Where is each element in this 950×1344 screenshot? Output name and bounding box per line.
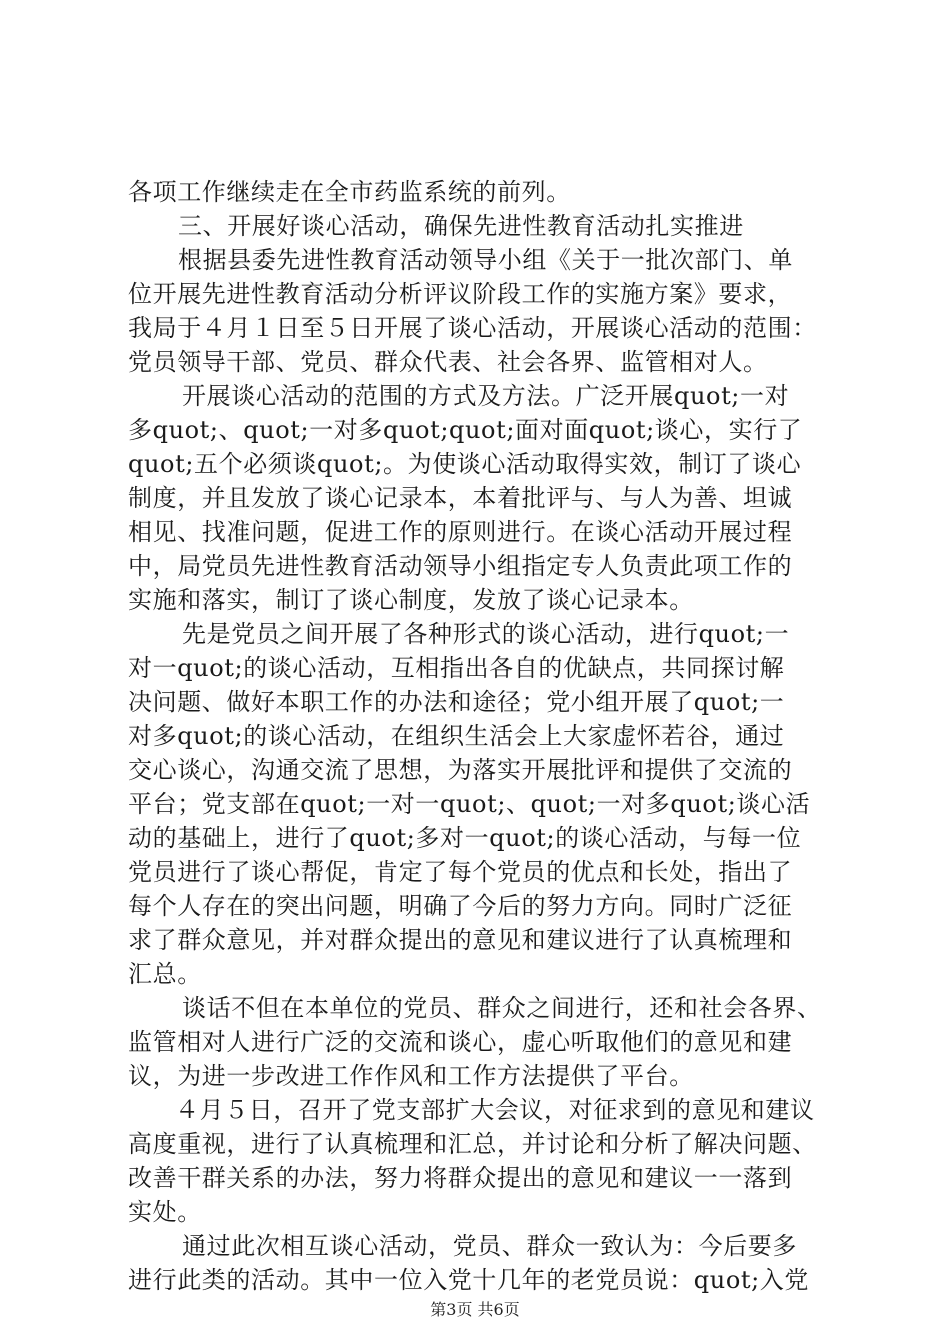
text-line: 通过此次相互谈心活动，党员、群众一致认为：今后要多 (182, 1232, 797, 1260)
text-line: 根据县委先进性教育活动领导小组《关于一批次部门、单 (178, 246, 793, 274)
text-line: 党员领导干部、党员、群众代表、社会各界、监管相对人。 (128, 348, 768, 376)
text-line: 每个人存在的突出问题，明确了今后的努力方向。同时广泛征 (128, 892, 793, 920)
text-line: 高度重视，进行了认真梳理和汇总，并讨论和分析了解决问题、 (128, 1130, 817, 1158)
text-line: 平台；党支部在quot;一对一quot;、quot;一对多quot;谈心活 (128, 790, 811, 818)
text-line: 先是党员之间开展了各种形式的谈心活动，进行quot;一 (182, 620, 790, 648)
text-line: 中，局党员先进性教育活动领导小组指定专人负责此项工作的 (128, 552, 793, 580)
text-line: 位开展先进性教育活动分析评议阶段工作的实施方案》要求， (128, 280, 793, 308)
text-line: 对一quot;的谈心活动，互相指出各自的优缺点，共同探讨解 (128, 654, 785, 682)
text-line: 议，为进一步改进工作作风和工作方法提供了平台。 (128, 1062, 694, 1090)
section-heading: 三、开展好谈心活动，确保先进性教育活动扎实推进 (178, 212, 744, 240)
text-line: 改善干群关系的办法，努力将群众提出的意见和建议一一落到 (128, 1164, 793, 1192)
text-line: 汇总。 (128, 960, 202, 988)
text-line: 谈话不但在本单位的党员、群众之间进行，还和社会各界、 (182, 994, 822, 1022)
text-line: 实施和落实，制订了谈心制度，发放了谈心记录本。 (128, 586, 694, 614)
text-line: 制度，并且发放了谈心记录本，本着批评与、与人为善、坦诚 (128, 484, 793, 512)
text-line: 对多quot;的谈心活动，在组织生活会上大家虚怀若谷，通过 (128, 722, 785, 750)
text-line: 各项工作继续走在全市药监系统的前列。 (128, 178, 571, 206)
text-line: 相见、找准问题，促进工作的原则进行。在谈心活动开展过程 (128, 518, 793, 546)
text-line: 进行此类的活动。其中一位入党十几年的老党员说：quot;入党 (128, 1266, 809, 1294)
text-line: quot;五个必须谈quot;。为使谈心活动取得实效，制订了谈心 (128, 450, 802, 478)
text-line: 监管相对人进行广泛的交流和谈心，虚心听取他们的意见和建 (128, 1028, 793, 1056)
text-line: 我局于４月１日至５日开展了谈心活动，开展谈心活动的范围： (128, 314, 817, 342)
text-line: 实处。 (128, 1198, 202, 1226)
page-number: 第3页 共6页 (430, 1300, 520, 1319)
text-line: 交心谈心，沟通交流了思想，为落实开展批评和提供了交流的 (128, 756, 793, 784)
text-line: 党员进行了谈心帮促，肯定了每个党员的优点和长处，指出了 (128, 858, 793, 886)
text-line: 开展谈心活动的范围的方式及方法。广泛开展quot;一对 (182, 382, 790, 410)
text-line: 动的基础上，进行了quot;多对一quot;的谈心活动，与每一位 (128, 824, 802, 852)
text-line: 多quot;、quot;一对多quot;quot;面对面quot;谈心，实行了 (128, 416, 803, 444)
text-line: ４月５日，召开了党支部扩大会议，对征求到的意见和建议 (175, 1096, 815, 1124)
text-line: 决问题、做好本职工作的办法和途径；党小组开展了quot;一 (128, 688, 785, 716)
text-line: 求了群众意见，并对群众提出的意见和建议进行了认真梳理和 (128, 926, 793, 954)
